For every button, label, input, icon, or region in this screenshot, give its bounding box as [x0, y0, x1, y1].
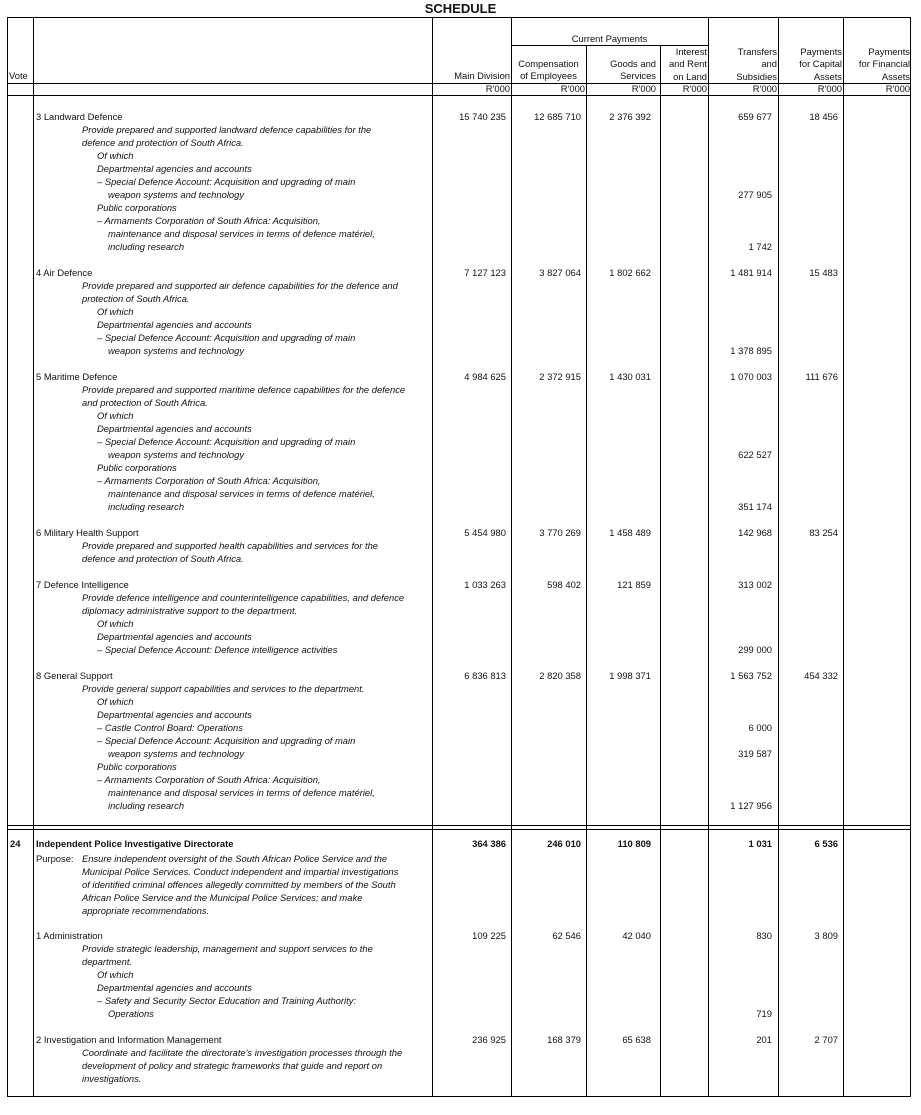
- amount-capital: 3 809: [814, 930, 838, 941]
- description-line: Ensure independent oversight of the South African Police Service and the: [82, 853, 388, 864]
- description-line: Provide prepared and supported landward defence capabilities for the: [82, 124, 372, 135]
- amount-goods: 110 809: [617, 838, 651, 849]
- description-line: including research: [108, 800, 185, 811]
- amount-transfers: 201: [756, 1034, 772, 1045]
- description-line: weapon systems and technology: [108, 748, 245, 759]
- amount-transfers: 319 587: [738, 748, 772, 759]
- description-line: maintenance and disposal services in terms of defence matériel,: [108, 488, 375, 499]
- amount-transfers: 659 677: [738, 111, 772, 122]
- amount-transfers: 1 070 003: [730, 371, 772, 382]
- amount-capital: 83 254: [809, 527, 838, 538]
- amount-main: 15 740 235: [459, 111, 506, 122]
- description-line: Provide prepared and supported maritime defence capabilities for the defence: [82, 384, 406, 395]
- description-line: investigations.: [82, 1073, 142, 1084]
- header-line: on Land: [673, 70, 707, 82]
- description-line: maintenance and disposal services in terms of defence matériel,: [108, 228, 375, 239]
- vote-number: 24: [10, 838, 21, 849]
- amount-transfers: 1 563 752: [730, 670, 772, 681]
- amount-main: 6 836 813: [464, 670, 506, 681]
- description-line: Of which: [97, 969, 134, 980]
- amount-transfers: 313 002: [738, 579, 772, 590]
- header-line: Services: [620, 70, 656, 82]
- header-line: and: [761, 58, 777, 70]
- unit-transfers: R'000: [752, 83, 777, 94]
- amount-capital: 15 483: [809, 267, 838, 278]
- amount-goods: 1 802 662: [609, 267, 651, 278]
- amount-main: 5 454 980: [464, 527, 506, 538]
- description-line: appropriate recommendations.: [82, 905, 210, 916]
- description-line: – Safety and Security Sector Education and Training Authority:: [97, 995, 356, 1006]
- header-line: for Financial: [858, 58, 910, 70]
- amount-transfers: 299 000: [738, 644, 772, 655]
- amount-comp: 2 820 358: [539, 670, 581, 681]
- header-main-division: Main Division: [454, 70, 510, 81]
- amount-goods: 1 458 489: [609, 527, 651, 538]
- description-line: Departmental agencies and accounts: [97, 631, 252, 642]
- description-line: Public corporations: [97, 462, 177, 473]
- header-line: and Rent: [668, 58, 707, 70]
- description-line: – Special Defence Account: Acquisition and upgrading of main: [97, 176, 356, 187]
- description-line: Operations: [108, 1008, 154, 1019]
- amount-transfers: 277 905: [738, 189, 772, 200]
- amount-comp: 168 379: [547, 1034, 581, 1045]
- unit-main: R'000: [485, 83, 510, 94]
- description-line: – Special Defence Account: Acquisition and upgrading of main: [97, 332, 356, 343]
- amount-comp: 246 010: [547, 838, 581, 849]
- description-line: department.: [82, 956, 133, 967]
- header-current-payments: Current Payments: [571, 33, 648, 44]
- description-line: diplomacy administrative support to the department.: [82, 605, 298, 616]
- amount-goods: 1 430 031: [609, 371, 651, 382]
- amount-comp: 3 827 064: [539, 267, 581, 278]
- amount-transfers: 142 968: [738, 527, 772, 538]
- amount-capital: 454 332: [804, 670, 838, 681]
- description-line: – Special Defence Account: Acquisition and upgrading of main: [97, 735, 356, 746]
- amount-comp: 598 402: [547, 579, 581, 590]
- description-line: Of which: [97, 150, 134, 161]
- description-line: – Castle Control Board: Operations: [97, 722, 243, 733]
- amount-goods: 2 376 392: [609, 111, 651, 122]
- amount-comp: 62 546: [552, 930, 581, 941]
- description-line: Of which: [97, 410, 134, 421]
- unit-comp: R'000: [560, 83, 585, 94]
- programme-label: 2 Investigation and Information Management: [36, 1034, 222, 1045]
- amount-main: 1 033 263: [464, 579, 506, 590]
- header-line: of Employees: [520, 70, 577, 82]
- amount-capital: 18 456: [809, 111, 838, 122]
- amount-goods: 121 859: [617, 579, 651, 590]
- description-line: Provide strategic leadership, management and support services to the: [82, 943, 373, 954]
- description-line: Departmental agencies and accounts: [97, 319, 252, 330]
- amount-goods: 65 638: [622, 1034, 651, 1045]
- description-line: defence and protection of South Africa.: [82, 553, 244, 564]
- purpose-label: Purpose:: [36, 853, 74, 864]
- programme-label: 5 Maritime Defence: [36, 371, 118, 382]
- amount-transfers: 1 378 895: [730, 345, 772, 356]
- programme-label: 6 Military Health Support: [36, 527, 139, 538]
- description-line: Municipal Police Services. Conduct independent and impartial investigations: [82, 866, 399, 877]
- amount-transfers: 1 481 914: [730, 267, 772, 278]
- amount-transfers: 719: [756, 1008, 772, 1019]
- header-line: Compensation: [518, 58, 579, 69]
- description-line: Departmental agencies and accounts: [97, 163, 252, 174]
- description-line: including research: [108, 241, 185, 252]
- description-line: – Special Defence Account: Defence intelligence activities: [97, 644, 338, 655]
- header-line: Transfers: [737, 46, 777, 57]
- description-line: Departmental agencies and accounts: [97, 709, 252, 720]
- amount-main: 7 127 123: [464, 267, 506, 278]
- amount-capital: 2 707: [814, 1034, 838, 1045]
- description-line: – Armaments Corporation of South Africa: Acquisition,: [97, 475, 321, 486]
- description-line: weapon systems and technology: [108, 449, 245, 460]
- description-line: African Police Service and the Municipal Police Services; and make: [82, 892, 363, 903]
- programme-label: 1 Administration: [36, 930, 103, 941]
- vote-title: Independent Police Investigative Directorate: [36, 838, 234, 849]
- description-line: weapon systems and technology: [108, 189, 245, 200]
- unit-capital: R'000: [817, 83, 842, 94]
- description-line: Of which: [97, 696, 134, 707]
- unit-financial: R'000: [885, 83, 910, 94]
- header-line: Payments: [868, 46, 910, 57]
- description-line: Public corporations: [97, 761, 177, 772]
- description-line: Coordinate and facilitate the directorate's investigation processes through the: [82, 1047, 403, 1058]
- description-line: Public corporations: [97, 202, 177, 213]
- header-line: Subsidies: [736, 70, 777, 82]
- amount-comp: 3 770 269: [539, 527, 581, 538]
- programme-label: 8 General Support: [36, 670, 113, 681]
- description-line: including research: [108, 501, 185, 512]
- page-title: SCHEDULE: [424, 1, 497, 16]
- header-line: Payments: [800, 46, 842, 57]
- amount-transfers: 1 127 956: [730, 800, 772, 811]
- amount-transfers: 830: [756, 930, 772, 941]
- description-line: of identified criminal offences allegedly committed by members of the South: [82, 879, 396, 890]
- programme-label: 7 Defence Intelligence: [36, 579, 129, 590]
- description-line: defence and protection of South Africa.: [82, 137, 244, 148]
- description-line: Of which: [97, 306, 134, 317]
- amount-transfers: 351 174: [738, 501, 772, 512]
- amount-comp: 2 372 915: [539, 371, 581, 382]
- description-line: – Armaments Corporation of South Africa: Acquisition,: [97, 215, 321, 226]
- description-line: and protection of South Africa.: [82, 397, 208, 408]
- description-line: protection of South Africa.: [82, 293, 190, 304]
- header-line: Goods and: [610, 58, 656, 69]
- amount-main: 364 386: [472, 838, 506, 849]
- description-line: weapon systems and technology: [108, 345, 245, 356]
- amount-main: 109 225: [472, 930, 506, 941]
- amount-transfers: 1 031: [748, 838, 772, 849]
- description-line: Provide defence intelligence and counterintelligence capabilities, and defence: [82, 592, 405, 603]
- amount-capital: 6 536: [814, 838, 838, 849]
- header-vote: Vote: [9, 70, 28, 81]
- amount-main: 4 984 625: [464, 371, 506, 382]
- amount-goods: 42 040: [622, 930, 651, 941]
- description-line: Provide prepared and supported air defence capabilities for the defence and: [82, 280, 398, 291]
- amount-capital: 111 676: [805, 371, 838, 382]
- description-line: Departmental agencies and accounts: [97, 423, 252, 434]
- programme-label: 3 Landward Defence: [36, 111, 123, 122]
- amount-transfers: 1 742: [748, 241, 772, 252]
- description-line: maintenance and disposal services in terms of defence matériel,: [108, 787, 375, 798]
- header-line: Interest: [675, 46, 707, 57]
- header-line: Assets: [813, 70, 842, 82]
- amount-transfers: 6 000: [748, 722, 772, 733]
- description-line: Provide prepared and supported health capabilities and services for the: [82, 540, 379, 551]
- unit-goods: R'000: [631, 83, 656, 94]
- description-line: Provide general support capabilities and services to the department.: [82, 683, 365, 694]
- description-line: Departmental agencies and accounts: [97, 982, 252, 993]
- amount-goods: 1 998 371: [609, 670, 651, 681]
- header-line: Assets: [881, 70, 910, 82]
- description-line: – Special Defence Account: Acquisition and upgrading of main: [97, 436, 356, 447]
- description-line: – Armaments Corporation of South Africa: Acquisition,: [97, 774, 321, 785]
- description-line: Of which: [97, 618, 134, 629]
- amount-main: 236 925: [472, 1034, 506, 1045]
- header-line: for Capital: [799, 58, 842, 70]
- unit-interest: R'000: [682, 83, 707, 94]
- amount-comp: 12 685 710: [534, 111, 581, 122]
- programme-label: 4 Air Defence: [36, 267, 93, 278]
- description-line: development of policy and strategic frameworks that guide and report on: [82, 1060, 383, 1071]
- amount-transfers: 622 527: [738, 449, 772, 460]
